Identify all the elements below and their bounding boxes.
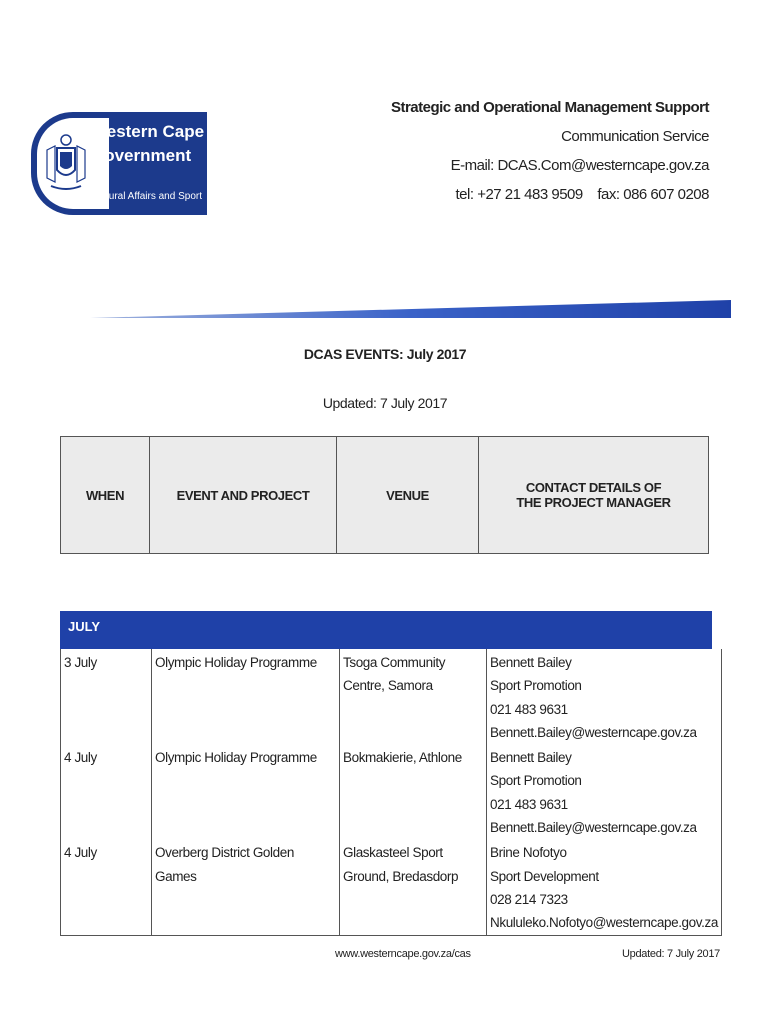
contact-line: Bennett Bailey bbox=[490, 750, 572, 766]
cell-venue: Tsoga Community Centre, Samora bbox=[340, 649, 487, 744]
cell-when: 3 July bbox=[61, 649, 152, 744]
col-contact-line2: THE PROJECT MANAGER bbox=[516, 495, 671, 510]
page-title: DCAS EVENTS: July 2017 bbox=[303, 346, 467, 362]
cell-contact bbox=[487, 744, 722, 839]
header-divider bbox=[0, 290, 770, 320]
phone-line: tel: +27 21 483 9509 fax: 086 607 0208 bbox=[455, 186, 709, 203]
cell-event: Olympic Holiday Programme bbox=[152, 744, 340, 839]
footer-updated: Updated: 7 July 2017 bbox=[622, 948, 720, 960]
col-event: EVENT AND PROJECT bbox=[150, 437, 337, 554]
cell-venue: Glaskasteel Sport Ground, Bredasdorp bbox=[340, 839, 487, 935]
contact-line: Brine Nofotyo bbox=[490, 845, 567, 861]
email-line[interactable]: E-mail: DCAS.Com@westerncape.gov.za bbox=[450, 157, 709, 174]
contact-line: 028 214 7323 bbox=[490, 891, 568, 907]
col-contact-line1: CONTACT DETAILS OF bbox=[525, 480, 662, 495]
contact-line: 021 483 9631 bbox=[490, 796, 568, 812]
contact-header bbox=[391, 93, 709, 209]
cell-contact bbox=[487, 839, 722, 935]
cell-venue: Bokmakierie, Athlone bbox=[340, 744, 487, 839]
contact-line: Sport Promotion bbox=[490, 678, 582, 694]
contact-line[interactable]: Bennett.Bailey@westerncape.gov.za bbox=[490, 724, 697, 740]
month-banner bbox=[60, 611, 712, 649]
month-label: JULY bbox=[68, 619, 101, 634]
contact-line: Sport Promotion bbox=[490, 773, 582, 789]
contact-line: Sport Development bbox=[490, 868, 599, 884]
col-venue: VENUE bbox=[337, 437, 479, 554]
contact-line[interactable]: Nkululeko.Nofotyo@westerncape.gov.za bbox=[490, 915, 718, 931]
cell-when: 4 July bbox=[61, 839, 152, 935]
cell-event: Olympic Holiday Programme bbox=[152, 649, 340, 744]
contact-line[interactable]: Bennett.Bailey@westerncape.gov.za bbox=[490, 820, 697, 836]
contact-line: Bennett Bailey bbox=[490, 655, 572, 670]
cell-contact bbox=[487, 649, 722, 744]
logo-line-2: Government bbox=[91, 146, 192, 165]
footer-url[interactable]: www.westerncape.gov.za/cas bbox=[335, 948, 471, 960]
col-contact bbox=[479, 437, 709, 554]
cell-event: Overberg District Golden Games bbox=[152, 839, 340, 935]
col-when: WHEN bbox=[61, 437, 150, 554]
updated-date: Updated: 7 July 2017 bbox=[322, 395, 448, 411]
logo-line-1: Western Cape bbox=[91, 122, 205, 141]
cell-when: 4 July bbox=[61, 744, 152, 839]
logo-line-3: Cultural Affairs and Sport bbox=[91, 191, 202, 202]
events-table bbox=[60, 649, 722, 936]
wcg-logo bbox=[31, 112, 207, 215]
table-row bbox=[61, 649, 722, 744]
table-row bbox=[61, 744, 722, 839]
table-header bbox=[60, 436, 709, 554]
table-row bbox=[61, 839, 722, 935]
service-name: Communication Service bbox=[561, 128, 709, 145]
org-name: Strategic and Operational Management Support bbox=[390, 99, 709, 116]
contact-line: 021 483 9631 bbox=[490, 701, 568, 717]
